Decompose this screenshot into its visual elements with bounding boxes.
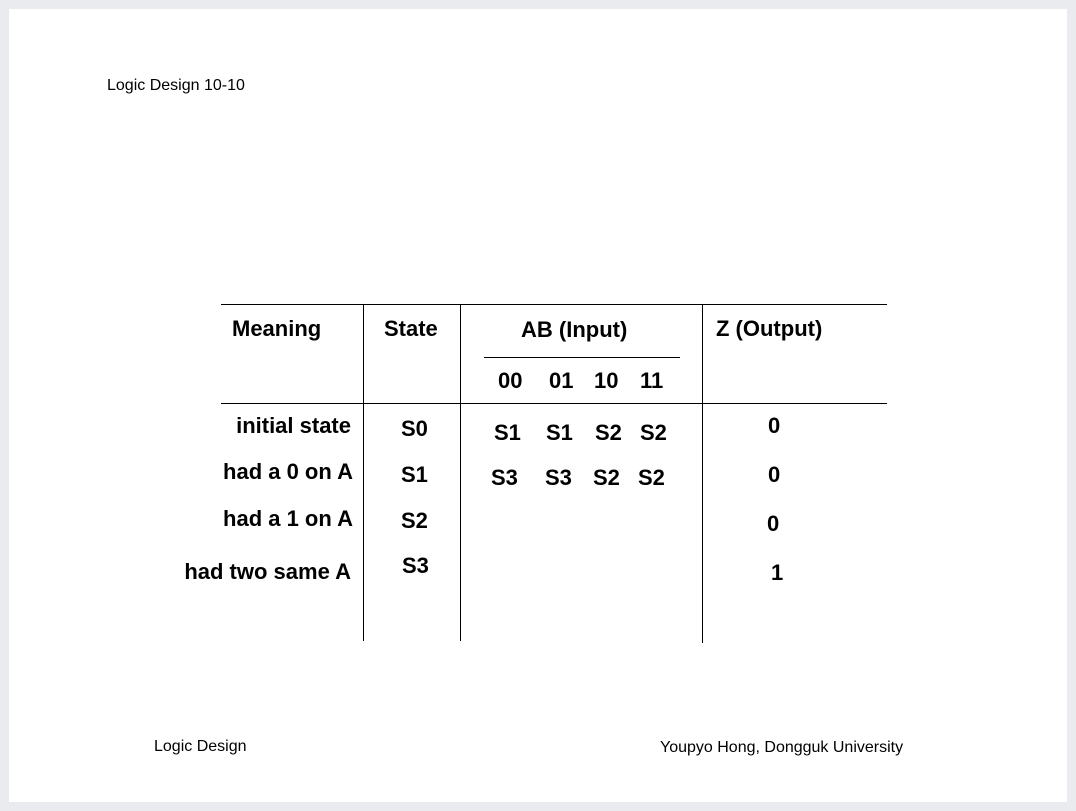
- column-divider-state: [363, 304, 364, 641]
- row-3-state: S3: [402, 553, 429, 578]
- column-divider-input: [460, 304, 461, 641]
- header-state: State: [384, 316, 438, 341]
- row-0-next-01: S1: [546, 420, 573, 445]
- header-meaning: Meaning: [232, 316, 322, 341]
- input-column-11: 11: [640, 368, 664, 393]
- row-3-output: 1: [771, 560, 784, 585]
- slide-footer-left: Logic Design: [154, 738, 247, 755]
- table-header-rule: [221, 403, 887, 404]
- row-0-meaning: initial state: [236, 413, 351, 438]
- row-1-next-10: S2: [593, 465, 620, 490]
- row-3-meaning: had two same A: [184, 559, 351, 584]
- column-divider-output: [702, 304, 703, 643]
- row-0-next-10: S2: [595, 420, 622, 445]
- table-top-rule: [221, 304, 887, 305]
- input-column-00: 00: [498, 368, 523, 393]
- row-1-state: S1: [401, 462, 428, 487]
- header-output: Z (Output): [716, 316, 823, 341]
- input-column-10: 10: [594, 368, 619, 393]
- row-0-next-00: S1: [494, 420, 521, 445]
- row-2-output: 0: [767, 511, 780, 536]
- row-1-next-00: S3: [491, 465, 518, 490]
- row-1-next-11: S2: [638, 465, 665, 490]
- slide-footer-right: Youpyo Hong, Dongguk University: [660, 739, 904, 756]
- row-2-meaning: had a 1 on A: [223, 506, 353, 531]
- row-1-next-01: S3: [545, 465, 572, 490]
- row-0-next-11: S2: [640, 420, 667, 445]
- slide-header-title: Logic Design 10-10: [107, 77, 245, 94]
- row-0-output: 0: [768, 413, 781, 438]
- row-1-output: 0: [768, 462, 781, 487]
- header-input: AB (Input): [521, 317, 628, 342]
- slide: [9, 9, 1067, 802]
- input-column-01: 01: [549, 368, 574, 393]
- input-header-rule: [484, 357, 680, 358]
- row-2-state: S2: [401, 508, 428, 533]
- row-0-state: S0: [401, 416, 428, 441]
- row-1-meaning: had a 0 on A: [223, 459, 353, 484]
